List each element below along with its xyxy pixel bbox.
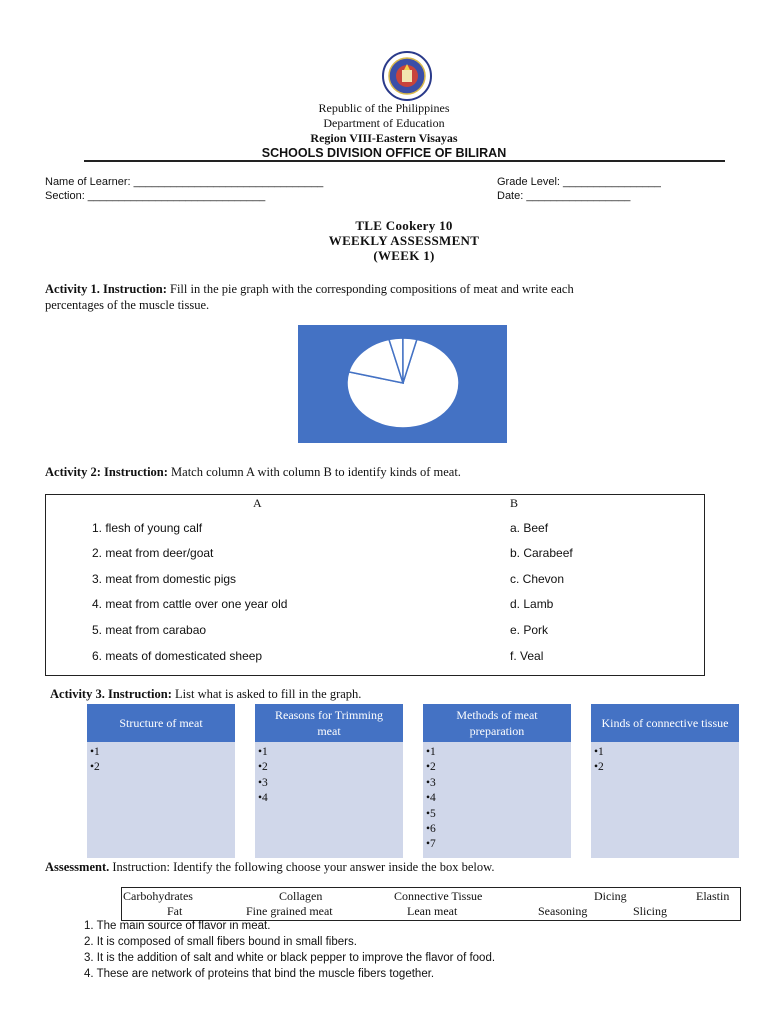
column-b-header: B [510,496,519,510]
column-a-item: 4. meat from cattle over one year old [92,597,288,611]
word-bank-item: Fine grained meat [246,904,333,918]
assessment-text: Instruction: Identify the following choose your answer inside the box below. [109,860,495,874]
box-item: •3 [426,776,436,789]
box-structure-of-meat-header [87,704,235,742]
question-item: 3. It is the addition of salt and white or black pepper to improve the flavor of food. [84,952,496,964]
activity1-text: Fill in the pie graph with the corresponding compositions of meat and write each [166,282,574,296]
assessment-title: WEEKLY ASSESSMENT [328,233,480,248]
box-item: •6 [426,823,436,836]
box-item: •5 [426,807,436,820]
box-reasons-trimming-header [255,704,403,742]
box-item: •4 [426,792,436,805]
question-item: 4. These are network of proteins that bind the muscle fibers together. [84,968,435,980]
column-a-item: 2. meat from deer/goat [92,546,214,560]
box-item: •2 [90,761,100,774]
box-item: •7 [426,838,436,851]
box-reasons-trimming-body[interactable] [255,742,403,858]
pie-svg [298,325,507,443]
column-b-item: a. Beef [510,521,549,535]
header-republic: Republic of the Philippines [318,101,450,115]
question-item: 1. The main source of flavor in meat. [84,920,271,932]
date-field[interactable]: Date: _________________ [497,190,631,202]
box-methods-preparation-header [423,704,571,742]
box-item: •1 [258,746,268,758]
column-a-header: A [253,496,262,510]
activity3-text: List what is asked to fill in the graph. [171,687,362,701]
box-title: Methods of meat preparation [456,708,538,738]
box-connective-tissue-header [591,704,739,742]
week-title: (WEEK 1) [373,248,435,263]
box-title: Reasons for Trimming meat [274,708,383,738]
activity1-instruction [45,281,745,313]
subject-title: TLE Cookery 10 [355,218,453,233]
box-item: •1 [90,746,100,758]
word-bank-item: Seasoning [538,904,588,918]
header-department: Department of Education [323,116,445,130]
word-bank-item: Elastin [696,889,730,903]
box-structure-of-meat-body[interactable] [87,742,235,858]
box-methods-preparation-body[interactable] [423,742,571,858]
activity1-text-cont: percentages of the muscle tissue. [45,298,210,312]
assessment-label: Assessment. [45,860,110,874]
header-divider [84,160,725,162]
word-bank-box [121,887,741,921]
word-bank-item: Lean meat [407,904,458,918]
word-bank-item: Fat [167,904,183,918]
column-b-item: f. Veal [510,649,544,663]
box-item: •1 [594,746,604,758]
word-bank-item: Collagen [279,889,323,903]
grade-level-field[interactable]: Grade Level: ________________ [497,176,661,188]
box-title: Structure of meat [119,716,203,730]
deped-seal-icon [377,50,437,102]
box-item: •4 [258,792,268,805]
column-b-item: c. Chevon [510,572,565,586]
question-item: 2. It is composed of small fibers bound in small fibers. [84,936,357,948]
column-a-item: 6. meats of domesticated sheep [92,649,263,663]
word-bank-item: Connective Tissue [394,889,483,903]
activity3-label: Activity 3. Instruction: [50,687,172,701]
box-title: Kinds of connective tissue [601,716,729,730]
box-connective-tissue-body[interactable] [591,742,739,858]
box-item: •1 [426,746,436,758]
activity2-text: Match column A with column B to identify kinds of meat. [167,465,461,479]
box-item: •2 [594,761,604,774]
pie-slices [347,338,459,428]
learner-name-field[interactable]: Name of Learner: _______________________________ [45,176,324,188]
column-a-item: 5. meat from carabao [92,623,207,637]
assessment-instruction [45,859,765,875]
column-b-item: d. Lamb [510,597,554,611]
pie-graph[interactable] [298,325,507,443]
column-b-item: e. Pork [510,623,549,637]
activity2-label: Activity 2: Instruction: [45,465,168,479]
activity2-instruction [45,464,745,480]
column-a-item: 3. meat from domestic pigs [92,572,237,586]
word-bank-item: Dicing [594,889,627,903]
word-bank-item: Slicing [633,904,668,918]
column-a-item: 1. flesh of young calf [92,521,203,535]
activity3-instruction [50,686,750,702]
activity1-label: Activity 1. Instruction: [45,282,167,296]
column-b-item: b. Carabeef [510,546,573,560]
header-division: SCHOOLS DIVISION OFFICE OF BILIRAN [261,146,507,160]
box-item: •3 [258,776,268,789]
word-bank-item: Carbohydrates [123,889,193,903]
box-item: •2 [258,761,268,774]
header-region: Region VIII-Eastern Visayas [310,131,458,145]
box-item: •2 [426,761,436,774]
section-field[interactable]: Section: _____________________________ [45,190,266,202]
